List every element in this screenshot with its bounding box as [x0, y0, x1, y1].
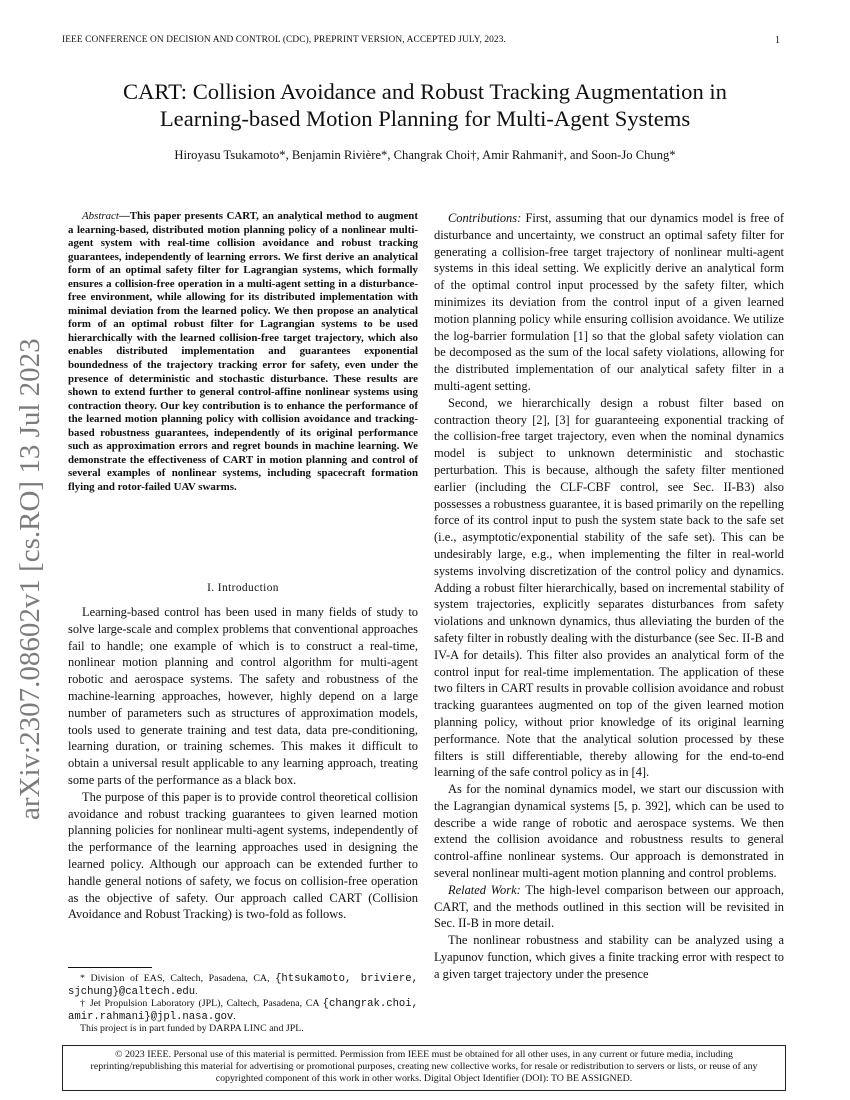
related-work-paragraph: Related Work: The high-level comparison between our approach, CART, and the methods outlined in this section will be revisited in Sec. II-B in more detail.: [434, 882, 784, 931]
author-list: Hiroyasu Tsukamoto*, Benjamin Rivière*, Changrak Choi†, Amir Rahmani†, and Soon-Jo Chung*: [174, 148, 676, 162]
abstract-text: —This paper presents CART, an analytical method to augment a learning-based, distributed motion planning policy of a nonlinear multi-agent system with real-time collision avoidance and robust tracking guarantees, independently of learning errors. We first derive an analytical form of an optimal safety filter for Lagrangian systems, which formally ensures a collision-free operation in a multi-agent setting in a disturbance-free environment, while allowing for its distributed implementation with minimal deviation from the learned policy. We then propose an analytical form of an optimal robust filter for Lagrangian systems to be used hierarchically with the learned collision-free target trajectory, which also enables distributed implementation and guarantees exponential boundedness of the trajectory tracking error for safety, even under the presence of deterministic and stochastic disturbance. These results are shown to extend further to general control-affine nonlinear systems using contraction theory. Our key contribution is to enhance the performance of the learned motion planning policy with collision avoidance and tracking-based robustness guarantees, independently of its original performance such as approximation errors and regret bounds in machine learning. We demonstrate the effectiveness of CART in motion planning and control of several examples of nonlinear systems, including spacecraft formation flying and rotor-failed UAV swarms.: [68, 210, 418, 493]
arxiv-stamp: arXiv:2307.08602v1 [cs.RO] 13 Jul 2023: [14, 338, 46, 820]
abstract-label: Abstract: [82, 210, 119, 222]
contributions-paragraph: Contributions: First, assuming that our dynamics model is free of disturbance and uncertainty, we construct an optimal safety filter for generating a collision-free target trajectory of nonlinear multi-agent systems in this ideal setting. We explicitly derive an analytical form of the optimal control input processed by the safety filter, which minimizes its deviation from the control input of a given learned motion planning policy while ensuring collision avoidance. We utilize the log-barrier formulation [1] so that the global safety violation can be decomposed as the sum of the local safety violations, allowing for the distributed implementation of our analytical safety filter in a multi-agent setting.: [434, 211, 784, 393]
footnote-caltech: * Division of EAS, Caltech, Pasadena, CA, {htsukamoto, briviere, sjchung}@caltech.edu.: [68, 973, 418, 998]
copyright-notice: © 2023 IEEE. Personal use of this material is permitted. Permission from IEEE must be obtained for all other uses, in any current or future media, including reprinting/republishing this material for advertising or promotional purposes, creating new collective works, for resale or redistribution to servers or lists, or reuse of any copyrighted component of this work in other works. Digital Object Identifier (DOI): TO BE ASSIGNED.: [62, 1045, 786, 1091]
section-heading-introduction: I. Introduction: [207, 582, 279, 594]
abstract: [68, 210, 418, 494]
page-number: 1: [775, 35, 780, 46]
nominal-dynamics-paragraph: As for the nominal dynamics model, we start our discussion with the Lagrangian dynamical systems [5, p. 392], which can be used to describe a wide range of robotic and aerospace systems. We then extend the collision avoidance and robustness results to general control-affine nonlinear systems. Our approach is demonstrated in several nonlinear multi-agent motion planning and control problems.: [434, 782, 784, 881]
footnote-funding: This project is in part funded by DARPA LINC and JPL.: [80, 1023, 304, 1034]
intro-paragraph-2: The purpose of this paper is to provide control theoretical collision avoidance and robust tracking guarantees to given learned motion planning policies for nonlinear multi-agent systems, independently of the performance of the learning approaches used in designing the learned policy. Although our approach can be extended further to handle general notions of safety, we focus on collision-free operation as the objective of safety. Our approach called CART (Collision Avoidance and Robust Tracking) is two-fold as follows.: [68, 789, 418, 922]
title-line-2: Learning-based Motion Planning for Multi-Agent Systems: [159, 106, 691, 131]
footnote-jpl: † Jet Propulsion Laboratory (JPL), Caltech, Pasadena, CA {changrak.choi, amir.rahmani}@jpl.nasa.gov.: [68, 998, 418, 1023]
footnotes: [68, 973, 418, 1036]
second-paragraph: Second, we hierarchically design a robust filter based on contraction theory [2], [3] for guaranteeing exponential tracking of the collision-free target trajectory, even when the nominal dynamics model is subject to unknown deterministic and stochastic perturbation. This is because, although the safety filter mentioned earlier (including the CLF-CBF control, see Sec. II-B3) also possesses a robustness guarantee, it is based primarily on the repelling force of its control input to push the system state back to the safe set (i.e., asymptotic/exponential stability of the safe set). This can be undesirably large, e.g., when implementing the filter in real-world systems involving discretization of the control policy and dynamics. Adding a robust filter hierarchically, based on incremental stability of system trajectories, explicitly separates disturbances from safety violations and unknown dynamics, thus alleviating the burden of the safety filter in robustly dealing with the disturbance (see Sec. II-B and IV-A for details). This filter also provides an analytical form of the control input for real-time implementation. The application of these two filters in CART results in provable collision avoidance and robust tracking guarantees augmented on top of the given learned motion planning policy, without prior knowledge of its original learning performance. Note that the analytical solution processed by these filters is still differentiable, thereby allowing for the end-to-end learning of the safe control policy as in [4].: [434, 395, 784, 780]
contributions-label: Contributions:: [448, 211, 522, 225]
related-work-label: Related Work:: [448, 882, 521, 897]
paper-title: [62, 78, 788, 132]
intro-paragraph-1: Learning-based control has been used in many fields of study to solve large-scale and complex problems that conventional approaches fail to handle; one example of which is to construct a real-time, nonlinear motion planning and control algorithm for multi-agent robotic and aerospace systems. The safety and robustness of the machine-learning approaches, however, highly depend on a large number of parameters such as structures of approximation models, tools used to generate training and test data, data pre-conditioning, learning duration, or training schemes. This makes it difficult to obtain a universal result applicable to any learning approach, treating some parts of the performance as a black box.: [68, 605, 418, 787]
caltech-emails[interactable]: {htsukamoto, briviere, sjchung}@caltech.edu: [68, 973, 418, 998]
introduction-body: [68, 604, 418, 923]
footnote-rule: [68, 967, 152, 968]
title-line-1: CART: Collision Avoidance and Robust Tracking Augmentation in: [123, 79, 727, 104]
robustness-paragraph: The nonlinear robustness and stability can be analyzed using a Lyapunov function, which gives a finite tracking error with respect to a given target trajectory under the presence: [434, 933, 784, 981]
jpl-emails[interactable]: {changrak.choi, amir.rahmani}@jpl.nasa.gov: [68, 998, 418, 1023]
running-head: IEEE CONFERENCE ON DECISION AND CONTROL (CDC), PREPRINT VERSION, ACCEPTED JULY, 2023.: [62, 35, 506, 45]
right-column-body: [434, 210, 784, 983]
